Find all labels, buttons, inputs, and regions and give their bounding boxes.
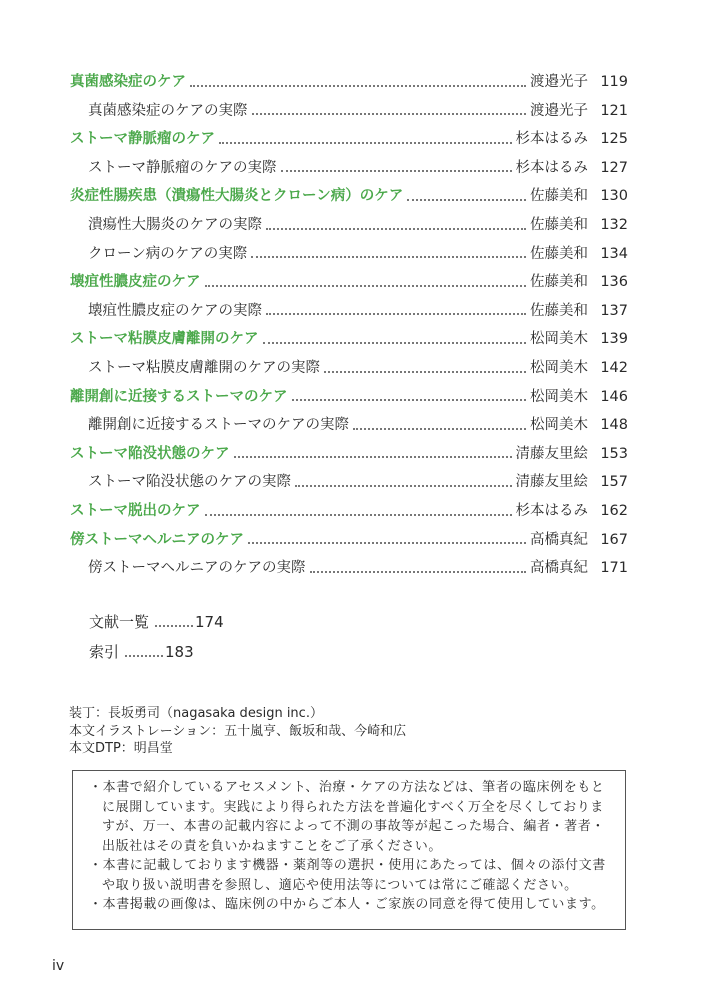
toc-author: 佐藤美和 <box>530 188 588 205</box>
leader-dots <box>125 655 163 657</box>
toc-author: 佐藤美和 <box>530 217 588 234</box>
toc-author: 清藤友里絵 <box>515 445 588 462</box>
toc-author: 杉本はるみ <box>515 503 588 519</box>
toc-author: 渡邉光子 <box>530 74 588 91</box>
toc-author: 松岡美木 <box>530 360 588 377</box>
toc-title: 離開創に近接するストーマのケア <box>70 388 288 405</box>
leader-dots <box>324 371 526 373</box>
toc-page: 167 <box>600 531 628 548</box>
toc-title: 傍ストーマヘルニアのケアの実際 <box>88 560 306 577</box>
toc-row[interactable] <box>70 404 628 433</box>
bibliography-label: 文献一覧 <box>89 612 150 631</box>
toc-page: 127 <box>600 159 628 176</box>
toc-title: 潰瘍性大腸炎のケアの実際 <box>88 217 262 234</box>
leader-dots <box>190 85 526 87</box>
index-entry[interactable] <box>89 637 224 667</box>
credit-line: 本文DTP：明昌堂 <box>69 741 173 756</box>
bibliography-entry[interactable] <box>89 607 224 637</box>
disclaimer-item: ・ 本書に記載しております機器・薬剤等の選択・使用にあたっては、個々の添付文書や取り扱い説明書を参照し、適応や使用法等については常にご確認ください。 <box>89 856 613 895</box>
leader-dots <box>219 142 512 144</box>
toc-row[interactable] <box>70 147 628 176</box>
disclaimer-item: ・ 本書掲載の画像は、臨床例の中からご本人・ご家族の同意を得て使用しています。 <box>89 895 613 915</box>
leader-dots <box>263 342 527 344</box>
toc-title: 離開創に近接するストーマのケアの実際 <box>88 417 349 434</box>
toc-author: 杉本はるみ <box>515 159 588 176</box>
toc-page: 125 <box>600 131 628 148</box>
toc-row[interactable] <box>70 175 628 204</box>
toc-row[interactable] <box>70 318 628 347</box>
toc-page: 119 <box>600 74 628 91</box>
toc-page: 130 <box>600 188 628 205</box>
toc-author: 佐藤美和 <box>530 274 588 291</box>
toc-title: ストーマ静脈瘤のケアの実際 <box>88 159 277 176</box>
leader-dots <box>281 170 512 172</box>
leader-dots <box>292 399 527 401</box>
toc-title: ストーマ粘膜皮膚離開のケアの実際 <box>88 360 320 377</box>
toc-page: 171 <box>600 560 628 577</box>
toc-row[interactable] <box>70 490 628 519</box>
toc-page: 146 <box>600 388 628 405</box>
toc-page: 148 <box>600 417 628 434</box>
toc-row[interactable] <box>70 347 628 376</box>
toc-author: 杉本はるみ <box>515 131 588 148</box>
toc-title: 炎症性腸疾患（潰瘍性大腸炎とクローン病）のケア <box>70 188 404 205</box>
leader-dots <box>252 113 527 115</box>
credit-line: 装丁：長坂勇司（nagasaka design inc.） <box>69 706 323 721</box>
toc-row[interactable] <box>70 519 628 548</box>
toc-author: 松岡美木 <box>530 331 588 348</box>
table-of-contents <box>70 61 628 576</box>
leader-dots <box>353 428 526 430</box>
leader-dots <box>234 456 512 458</box>
toc-row[interactable] <box>70 376 628 405</box>
toc-title: ストーマ陥没状態のケア <box>70 445 230 462</box>
toc-title: ストーマ陥没状態のケアの実際 <box>88 474 291 491</box>
toc-page: 153 <box>600 445 628 462</box>
toc-author: 渡邉光子 <box>530 102 588 119</box>
credits <box>69 705 406 758</box>
toc-author: 松岡美木 <box>530 417 588 434</box>
toc-row[interactable] <box>70 204 628 233</box>
toc-page: 142 <box>600 360 628 377</box>
leader-dots <box>266 228 526 230</box>
toc-page: 139 <box>600 331 628 348</box>
toc-page: 162 <box>600 503 628 519</box>
toc-row[interactable] <box>70 433 628 462</box>
toc-author: 高橋真紀 <box>530 560 588 577</box>
toc-title: 真菌感染症のケア <box>70 74 186 91</box>
toc-page: 137 <box>600 302 628 319</box>
toc-title: 壊疽性膿皮症のケアの実際 <box>88 302 262 319</box>
toc-author: 佐藤美和 <box>530 302 588 319</box>
index-page: 183 <box>165 642 194 661</box>
toc-author: 高橋真紀 <box>530 531 588 548</box>
leader-dots <box>310 571 527 573</box>
leader-dots <box>266 313 526 315</box>
toc-title: 真菌感染症のケアの実際 <box>88 102 248 119</box>
toc-row[interactable] <box>70 290 628 319</box>
toc-title: ストーマ脱出のケア <box>70 503 201 519</box>
toc-page: 132 <box>600 217 628 234</box>
toc-row[interactable] <box>70 90 628 119</box>
leader-dots <box>295 485 512 487</box>
toc-author: 清藤友里絵 <box>515 474 588 491</box>
toc-title: 壊疽性膿皮症のケア <box>70 274 201 291</box>
toc-row[interactable] <box>70 233 628 262</box>
toc-row[interactable] <box>70 61 628 90</box>
toc-author: 松岡美木 <box>530 388 588 405</box>
reference-entries <box>89 607 224 667</box>
toc-title: ストーマ静脈瘤のケア <box>70 131 215 148</box>
leader-dots <box>205 285 527 287</box>
toc-row[interactable] <box>70 118 628 147</box>
page-number: iv <box>52 958 65 974</box>
toc-row[interactable] <box>70 261 628 290</box>
toc-author: 佐藤美和 <box>530 245 588 262</box>
toc-title: ストーマ粘膜皮膚離開のケア <box>70 331 259 348</box>
leader-dots <box>155 625 193 627</box>
leader-dots <box>407 199 526 201</box>
index-label: 索引 <box>89 642 120 661</box>
leader-dots <box>205 514 512 516</box>
disclaimer-box <box>72 770 626 930</box>
bibliography-page: 174 <box>195 612 224 631</box>
leader-dots <box>248 542 526 544</box>
toc-page: 136 <box>600 274 628 291</box>
disclaimer-item: ・ 本書で紹介しているアセスメント、治療・ケアの方法などは、筆者の臨床例をもとに展開しています。実践により得られた方法を普遍化すべく万全を尽くしておりますが、万一、本書の記載内容によって不測の事故等が起こった場合、編者・著者・出版社はその責を負いかねますことをご了承ください。 <box>89 778 613 856</box>
toc-page: 157 <box>600 474 628 491</box>
toc-page: 121 <box>600 102 628 119</box>
toc-page: 134 <box>600 245 628 262</box>
toc-row[interactable] <box>70 547 628 576</box>
leader-dots <box>251 256 526 258</box>
toc-title: 傍ストーマヘルニアのケア <box>70 531 244 548</box>
toc-row[interactable] <box>70 461 628 490</box>
credit-line: 本文イラストレーション：五十嵐亨、飯坂和哉、今崎和広 <box>69 723 407 739</box>
toc-title: クローン病のケアの実際 <box>88 245 248 262</box>
